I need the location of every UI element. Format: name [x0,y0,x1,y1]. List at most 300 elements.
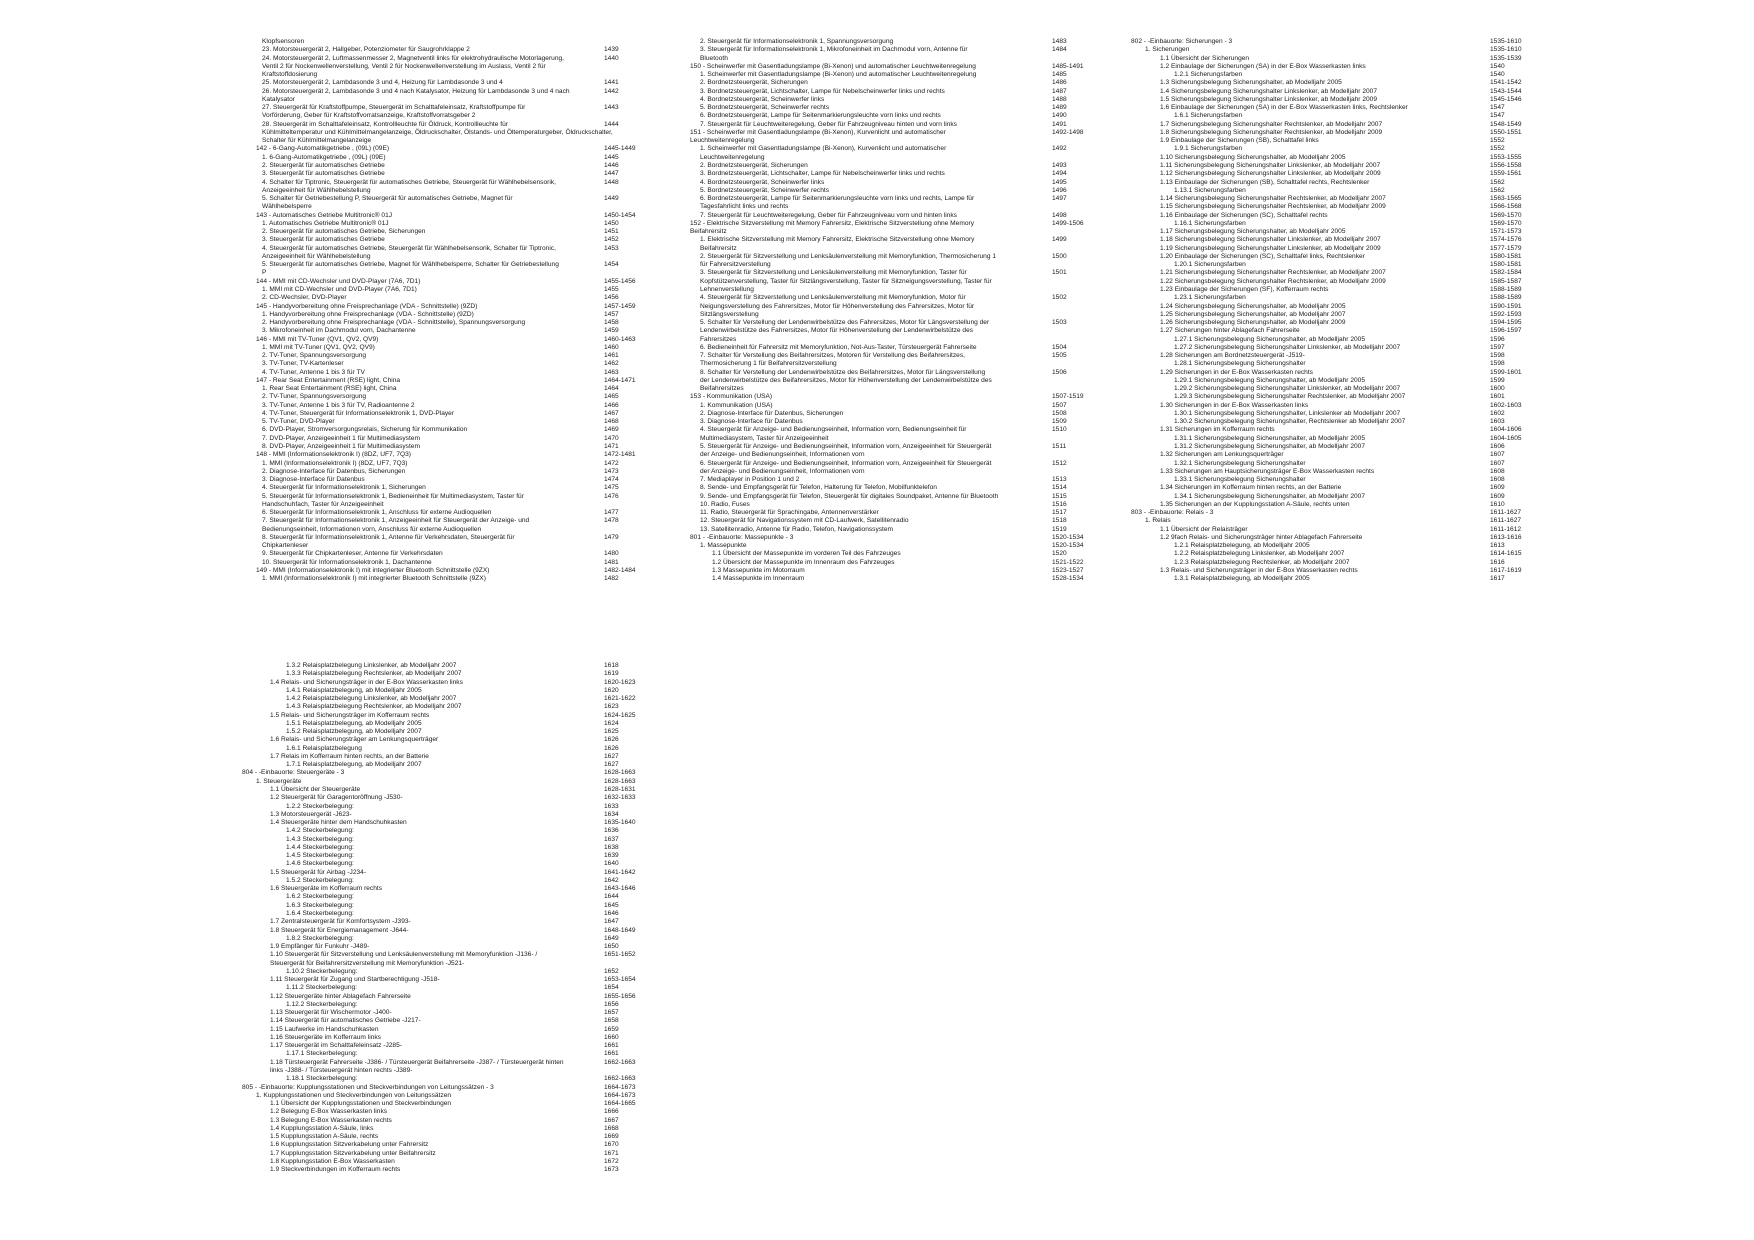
toc-entry-page: 1466 [604,401,619,409]
toc-entry-title: 1.32 Sicherungen am Lenkungsquerträger [1160,451,1284,459]
toc-entry-page: 1499 [1052,236,1067,244]
toc-entry-title: Tagesfahrlicht links und rechts [700,203,789,211]
toc-entry-page: 1651-1652 [604,951,636,959]
toc-entry-title: 1.10.2 Steckerbelegung: [286,967,358,975]
toc-entry-page: 1479 [604,533,619,541]
toc-entry-title: 1.28 Sicherungen am Bordnetzsteuergerät -J519- [1160,352,1305,360]
toc-entry [0,501,1754,509]
toc-entry-title: 1.5 Kupplungsstation A-Säule, rechts [270,1133,379,1141]
toc-entry [0,410,1754,418]
toc-entry-title: 142 - 6-Gang-Automatikgetriebe , (09L) (09E) [256,145,390,153]
toc-entry-page: 1645 [604,901,619,909]
toc-entry-page: 1566-1568 [1490,203,1522,211]
toc-entry-page: 1571-1573 [1490,228,1522,236]
toc-entry-page: 1528-1534 [1052,575,1084,583]
toc-entry-title: 24. Motorsteuergerät 2, Luftmassenmesser 2, Magnetventil links für elektrohydraulische Motorlagerung, [262,54,564,62]
toc-entry-title: 145 - Handyvorbereitung ohne Freisprechanlage (VDA - Schnittstelle) (9ZD) [256,302,478,310]
toc-entry-title: 1.6 Kupplungsstation Sitzverkabelung unter Fahrersitz [270,1141,429,1149]
toc-entry-page: 1459 [604,327,619,335]
toc-entry-page: 1499-1506 [1052,219,1084,227]
toc-entry-page: 1492-1498 [1052,128,1084,136]
toc-entry-page: 1480 [604,550,619,558]
toc-entry-page: 1648-1649 [604,926,636,934]
toc-entry [0,935,1754,943]
toc-entry-title: 1.2 Einbaulage der Sicherungen (SA) in der E-Box Wasserkasten links [1160,62,1366,70]
toc-entry [0,451,1754,459]
toc-entry [0,286,1754,294]
toc-entry-page: 1625 [604,728,619,736]
toc-entry-title: 10. Radio, Fuses [700,500,750,508]
toc-entry-title: 1.5.2 Relaisplatzbelegung, ab Modelljahr 2007 [286,728,422,736]
toc-entry-title: 1.5.1 Relaisplatzbelegung, ab Modelljahr 2005 [286,719,422,727]
toc-entry-page: 1594-1595 [1490,319,1522,327]
toc-entry-title: 1.2.1 Sicherungsfarben [1174,71,1243,79]
toc-entry-title: 7. Steuergerät für Leuchtweiteregelung, Geber für Fahrzeugniveau hinten und vorn links [700,120,957,128]
toc-entry-page: 1613 [1490,542,1505,550]
toc-entry-title: P [262,269,267,277]
toc-entry-title: 1.18 Türsteuergerät Fahrerseite -J386- / Türsteuergerät Beifahrerseite -J387- / Türsteuergerät hinten [270,1058,564,1066]
toc-entry-page: 1624-1625 [604,711,636,719]
toc-entry [0,426,1754,434]
toc-entry-title: 1.28.1 Sicherungsbelegung Sicherungshalter [1174,360,1306,368]
toc-entry-page: 1670 [604,1141,619,1149]
toc-entry-page: 1493 [1052,161,1067,169]
toc-entry-title: Leuchtweitenregelung [700,153,765,161]
toc-entry-title: 1.4.2 Steckerbelegung: [286,827,354,835]
toc-entry [0,402,1754,410]
toc-entry-page: 1580-1581 [1490,261,1522,269]
toc-entry-title: 25. Motorsteuergerät 2, Lambdasonde 3 und 4, Heizung für Lambdasonde 3 und 4 [262,79,503,87]
toc-entry-title: Anzeigeeinheit für Wählhebelstellung [262,252,371,260]
toc-entry-page: 1439 [604,46,619,54]
toc-entry-page: 1563-1565 [1490,195,1522,203]
toc-entry-title: 1.22 Sicherungsbelegung Sicherungshalter Rechtslenker, ab Modelljahr 2009 [1160,277,1386,285]
toc-entry-page: 1482 [604,575,619,583]
toc-entry-page: 1490 [1052,112,1067,120]
toc-entry-page: 1640 [604,860,619,868]
toc-entry [0,220,1754,228]
toc-entry-page: 1639 [604,852,619,860]
toc-entry-title: Lehnenverstellung [700,285,754,293]
toc-entry [0,1034,1754,1042]
toc-entry [0,493,1754,501]
toc-entry-title: 3. Bordnetzsteuergerät, Lichtschalter, Lampe für Nebelscheinwerfer links und rechts [700,170,945,178]
toc-entry [0,476,1754,484]
toc-entry-title: 6. DVD-Player, Stromversorgungsrelais, Sicherung für Kommunikation [262,426,468,434]
toc-entry-title: 1.4.5 Steckerbelegung: [286,852,354,860]
toc-entry [0,393,1754,401]
toc-entry-page: 1535-1539 [1490,54,1522,62]
toc-entry-page: 1662-1663 [604,1058,636,1066]
toc-entry-page: 1518 [1052,517,1067,525]
toc-entry-page: 1626 [604,744,619,752]
toc-entry-title: 1.3.1 Relaisplatzbelegung, ab Modelljahr 2005 [1174,575,1310,583]
toc-entry [0,761,1754,769]
toc-entry-title: 1.12.2 Steckerbelegung: [286,1000,358,1008]
toc-entry-title: 1.29.1 Sicherungsbelegung Sicherungshalter, ab Modelljahr 2005 [1174,376,1365,384]
toc-entry [0,369,1754,377]
toc-entry [0,753,1754,761]
toc-entry-title: 5. Schalter für Verstellung der Lendenwirbelstütze des Fahrersitzes, Motor für Längsverstellung der [700,319,990,327]
toc-entry [0,1084,1754,1092]
toc-entry-title: Kopfstützenverstellung, Taster für Sitzlängsverstellung, Taster für Sitzneigungsverstellung, Taster für [700,277,992,285]
toc-entry-page: 1448 [604,178,619,186]
toc-entry [0,728,1754,736]
toc-entry [0,910,1754,918]
toc-entry-page: 1501 [1052,269,1067,277]
toc-entry-title: Klopfsensoren [262,38,305,45]
toc-entry-title: Kühlmitteltemperatur und Kühlmittelmangelanzeige, Öldruckschalter, Ölstands- und Öltemperaturgeber, Öldruckschalter, [262,128,613,136]
toc-entry-page: 1636 [604,827,619,835]
toc-entry-title: 803 - -Einbauorte: Relais - 3 [1131,509,1214,517]
toc-entry [0,1158,1754,1166]
toc-entry [0,1125,1754,1133]
toc-entry-page: 1616 [1490,558,1505,566]
toc-entry [0,559,1754,567]
toc-entry [0,236,1754,244]
toc-entry [0,670,1754,678]
toc-entry-page: 1620 [604,686,619,694]
toc-entry-title: 8. Schalter für Verstellung der Lendenwirbelstütze des Beifahrersitzes, Motor für Längsverstellung [700,368,986,376]
toc-entry-title: 1.1 Übersicht der Steuergeräte [270,785,361,793]
toc-entry-page: 1668 [604,1124,619,1132]
toc-entry [0,460,1754,468]
toc-entry-title: 143 - Automatisches Getriebe Multitronic® 01J [256,211,393,219]
toc-entry-page: 1606 [1490,443,1505,451]
toc-entry [0,294,1754,302]
toc-entry-title: 7. Steuergerät für Informationselektronik 1, Anzeigeeinheit für Steuergerät der Anzeige- und [262,517,530,525]
toc-entry-title: 1.9.1 Sicherungsfarben [1174,145,1243,153]
toc-entry-page: 1487 [1052,87,1067,95]
toc-entry [0,1150,1754,1158]
toc-entry [0,1166,1754,1174]
toc-entry-page: 1620-1623 [604,678,636,686]
toc-entry [0,55,1754,63]
toc-entry-page: 1661 [604,1042,619,1050]
toc-entry [0,712,1754,720]
toc-entry-page: 1669 [604,1133,619,1141]
toc-entry-page: 1643-1646 [604,885,636,893]
toc-entry-title: 1. Steuergeräte [256,777,302,785]
toc-entry [0,1050,1754,1058]
toc-entry-title: 1.14 Sicherungsbelegung Sicherungshalter Rechtslenker, ab Modelljahr 2007 [1160,195,1386,203]
toc-entry-title: 3. Diagnose-Interface für Datenbus [700,418,803,426]
toc-entry-page: 1650 [604,943,619,951]
toc-entry [0,794,1754,802]
toc-entry-title: 1.27.1 Sicherungsbelegung Sicherungshalter, ab Modelljahr 2005 [1174,335,1365,343]
toc-entry [0,703,1754,711]
toc-entry-title: 6. Bordnetzsteuergerät, Lampe für Seitenmarkierungsleuchte vorn links und rechts, Lampe für [700,195,975,203]
toc-entry [0,1100,1754,1108]
toc-entry-title: Schalter für Kühlmittelmangelanzeige [262,137,372,145]
toc-entry [0,1042,1754,1050]
toc-entry-page: 1664-1673 [604,1083,636,1091]
toc-entry-title: 4. Bordnetzsteuergerät, Scheinwerfer links [700,95,825,103]
toc-entry-page: 1489 [1052,104,1067,112]
toc-entry-page: 1588-1589 [1490,285,1522,293]
toc-entry-title: 1.8 Steuergerät für Energiemanagement -J644- [270,926,409,934]
toc-entry-title: 1.6.1 Sicherungsfarben [1174,112,1243,120]
toc-entry-title: links -J388- / Türsteuergerät hinten rechts -J389- [270,1067,413,1075]
toc-entry [0,245,1754,253]
toc-entry [0,418,1754,426]
toc-entry-page: 1623 [604,703,619,711]
toc-entry-page: 1614-1615 [1490,550,1522,558]
toc-entry [0,819,1754,827]
toc-entry-page: 1508 [1052,409,1067,417]
toc-entry-page: 1599 [1490,376,1505,384]
toc-entry-title: 1.29.2 Sicherungsbelegung Sicherungshalter Linkslenker, ab Modelljahr 2007 [1174,385,1401,393]
toc-entry-title: 1.2.2 Steckerbelegung: [286,802,354,810]
toc-entry [0,377,1754,385]
toc-entry-title: 1.7 Zentralsteuergerät für Komfortsystem -J393- [270,918,411,926]
toc-entry-page: 1585-1587 [1490,277,1522,285]
toc-entry-title: Beifahrersitzes [700,385,744,393]
toc-entry-page: 1458 [604,319,619,327]
toc-entry [0,509,1754,517]
toc-entry-title: 1.4 Massepunkte im Innenraum [712,575,805,583]
toc-entry-title: Neigungsverstellung des Fahrersitzes, Motor für Höhenverstellung des Fahrersitzes, Motor für [700,302,975,310]
toc-entry-page: 1455 [604,285,619,293]
toc-entry-title: 5. Steuergerät für automatisches Getriebe, Magnet für Wählhebelsperre, Schalter für Getriebestellung [262,261,559,269]
toc-entry-title: 1.4 Kupplungsstation A-Säule, links [270,1124,374,1132]
toc-entry-page: 1611-1627 [1490,517,1522,525]
toc-entry [0,893,1754,901]
toc-entry [0,385,1754,393]
toc-entry-title: 1. MMI (Informationselektronik I) mit integrierter Bluetooth Schnittstelle (9ZX) [262,575,486,583]
toc-entry-page: 1485-1491 [1052,62,1084,70]
toc-entry-page: 1453 [604,244,619,252]
toc-entry-title: 2. Diagnose-Interface für Datenbus, Sicherungen [262,467,406,475]
toc-entry-title: Anzeigeeinheit für Wählhebelstellung [262,186,371,194]
toc-entry-page: 1657 [604,1009,619,1017]
toc-entry-title: 1.9 Empfänger für Funkuhr -J489- [270,943,370,951]
toc-entry-page: 1454 [604,261,619,269]
toc-entry-title: 144 - MMI mit CD-Wechsler und DVD-Player (7A6, 7D1) [256,277,421,285]
toc-entry-page: 1635-1640 [604,819,636,827]
toc-entry-title: Bedienungseinheit, Informationen vorn, Anschluss für externe Audioquellen [262,525,482,533]
toc-entry-title: 1.7 Sicherungsbelegung Sicherungshalter Rechtslenker, ab Modelljahr 2007 [1160,120,1383,128]
toc-entry [0,195,1754,203]
toc-entry-title: 1.30.2 Sicherungsbelegung Sicherungshalter, Rechtslenker ab Modelljahr 2007 [1174,418,1406,426]
toc-entry-title: 1.6.1 Relaisplatzbelegung [286,744,362,752]
toc-entry-page: 1450 [604,219,619,227]
toc-entry-title: Lendenwirbelstütze des Fahrersitzes, Motor für Höhenverstellung der Lendenwirbelstütze des [700,327,974,335]
toc-entry-title: 5. TV-Tuner, DVD-Player [262,418,335,426]
toc-entry-page: 1559-1561 [1490,170,1522,178]
toc-entry-page: 1514 [1052,484,1067,492]
toc-entry-page: 1500 [1052,252,1067,260]
toc-entry-title: 146 - MMI mit TV-Tuner (QV1, QV2, QV9) [256,335,379,343]
toc-entry-title: 1.11.2 Steckerbelegung: [286,984,357,992]
toc-entry-title: 1.8.2 Steckerbelegung: [286,934,354,942]
toc-entry-title: 1. Sicherungen [1145,46,1190,54]
toc-entry [0,778,1754,786]
toc-entry-title: 1. Automatisches Getriebe Multitronic® 01J [262,219,389,227]
toc-entry-title: 5. Steuergerät für Informationselektronik 1, Bedieneinheit für Multimediasystem, Taster für [262,492,524,500]
toc-entry-title: 4. Steuergerät für Informationselektronik 1, Sicherungen [262,484,426,492]
toc-entry [0,112,1754,120]
toc-entry-title: Steuergerät für Beifahrersitzverstellung mit Memoryfunktion -J521- [270,959,465,967]
toc-entry [0,836,1754,844]
toc-entry-page: 1547 [1490,112,1505,120]
toc-entry [0,360,1754,368]
toc-entry-page: 1516 [1052,500,1067,508]
toc-entry [0,129,1754,137]
toc-entry-page: 1671 [604,1149,619,1157]
toc-entry-page: 1513 [1052,476,1067,484]
toc-entry-title: 1.1 Übersicht der Massepunkte im vorderen Teil des Fahrzeuges [712,550,901,558]
toc-entry-page: 1649 [604,934,619,942]
toc-entry-title: 1. Kommunikation (USA) [700,401,773,409]
toc-entry-page: 1656 [604,1000,619,1008]
toc-entry-title: 804 - -Einbauorte: Steuergeräte - 3 [242,769,345,777]
toc-entry-title: 1.16.1 Sicherungsfarben [1174,219,1246,227]
toc-entry [0,687,1754,695]
toc-entry-page: 1444 [604,120,619,128]
toc-entry [0,79,1754,87]
toc-entry-page: 1510 [1052,426,1067,434]
toc-entry-page: 1506 [1052,368,1067,376]
toc-entry-title: 26. Motorsteuergerät 2, Lambdasonde 3 und 4 nach Katalysator, Heizung für Lambdasonde 3 und 4 nach [262,87,570,95]
toc-entry-title: 1.2 9fach Relais- und Sicherungsträger hinter Ablagefach Fahrerseite [1160,533,1363,541]
toc-entry-page: 1484 [1052,46,1067,54]
toc-entry-title: Chipkartenleser [262,542,309,550]
toc-entry-title: 1.1 Übersicht der Relaisträger [1160,525,1248,533]
toc-entry-title: 1.10 Steuergerät für Sitzverstellung und Lenksäulenverstellung mit Memoryfunktion -J136- / [270,951,538,959]
toc-entry-page: 1541-1542 [1490,79,1522,87]
toc-entry [0,468,1754,476]
toc-entry [0,526,1754,534]
toc-entry [0,104,1754,112]
toc-entry-page: 1471 [604,443,619,451]
toc-entry-page: 1664-1673 [604,1091,636,1099]
toc-entry [0,319,1754,327]
toc-entry-page: 1664-1665 [604,1100,636,1108]
toc-entry-title: 6. Steuergerät für Informationselektronik 1, Anschluss für externe Audioquellen [262,509,492,517]
toc-entry-page: 1666 [604,1108,619,1116]
toc-entry [0,121,1754,129]
toc-entry-title: 4. TV-Tuner, Steuergerät für Informationselektronik 1, DVD-Player [262,409,455,417]
toc-entry-title: 1.6 Steuergeräte im Kofferraum rechts [270,885,383,893]
toc-entry-title: 2. Steuergerät für automatisches Getriebe, Sicherungen [262,228,426,236]
toc-entry [0,960,1754,968]
toc-entry-title: Thermosicherung 1 für Beifahrersitzverstellung [700,360,837,368]
toc-entry-title: 13. Satellitenradio, Antenne für Radio, Telefon, Navigationssystem [700,525,894,533]
toc-entry-page: 1627 [604,752,619,760]
toc-entry-title: 2. Diagnose-Interface für Datenbus, Sicherungen [700,409,844,417]
toc-entry [0,1017,1754,1025]
toc-entry-page: 1627 [604,761,619,769]
toc-entry-title: 1.4.3 Steckerbelegung: [286,835,354,843]
toc-entry [0,869,1754,877]
toc-entry [0,1092,1754,1100]
toc-entry-title: 1.19 Sicherungsbelegung Sicherungshalter Linkslenker, ab Modelljahr 2009 [1160,244,1381,252]
toc-entry-title: 1.4 Steuergeräte hinter dem Handschuhkasten [270,819,407,827]
toc-entry-title: 2. TV-Tuner, Spannungsversorgung [262,352,367,360]
toc-entry-page: 1617 [1490,575,1505,583]
toc-entry-page: 1502 [1052,294,1067,302]
toc-entry-title: 3. TV-Tuner, TV-Kartenleser [262,360,344,368]
toc-entry-page: 1465 [604,393,619,401]
toc-entry-title: 1.11 Steuergerät für Zugang und Startberechtigung -J518- [270,976,440,984]
toc-entry-title: 6. Bordnetzsteuergerät, Lampe für Seitenmarkierungsleuchte vorn links und rechts [700,112,941,120]
toc-entry-page: 1660 [604,1033,619,1041]
toc-entry-title: 3. Steuergerät für Sitzverstellung und Lenksäulenverstellung mit Memoryfunktion, Taster für [700,269,967,277]
toc-entry [0,261,1754,269]
toc-entry-page: 1540 [1490,71,1505,79]
toc-entry-title: 7. Mediaplayer in Position 1 und 2 [700,476,800,484]
toc-entry-page: 1621-1622 [604,695,636,703]
toc-entry-page: 1647 [604,918,619,926]
toc-entry [0,927,1754,935]
toc-entry-page: 1619 [604,670,619,678]
toc-entry-title: 2. Bordnetzsteuergerät, Sicherungen [700,79,808,87]
toc-entry-title: 802 - -Einbauorte: Sicherungen - 3 [1131,38,1233,45]
toc-entry-page: 1654 [604,984,619,992]
toc-entry-title: 4. Steuergerät für automatisches Getriebe, Steuergerät für Wählhebelsensorik, Schalter für Tiptronic, [262,244,556,252]
toc-entry-page: 1519 [1052,525,1067,533]
toc-entry-title: Multimediasystem, Taster für Anzeigeeinheit [700,434,829,442]
toc-entry-title: 147 - Rear Seat Entertainment (RSE) light, China [256,376,401,384]
toc-entry-page: 1492 [1052,145,1067,153]
toc-entry-title: 1.4.6 Steckerbelegung: [286,860,354,868]
toc-entry-page: 1455-1456 [604,277,636,285]
toc-entry [0,170,1754,178]
toc-entry-title: 2. TV-Tuner, Spannungsversorgung [262,393,367,401]
toc-entry-title: 1.15 Sicherungsbelegung Sicherungshalter Rechtslenker, ab Modelljahr 2009 [1160,203,1386,211]
toc-entry-page: 1445 [604,153,619,161]
toc-entry [0,484,1754,492]
toc-entry-title: Kraftstoffdosierung [262,71,318,79]
toc-entry-page: 1505 [1052,352,1067,360]
toc-entry [0,212,1754,220]
toc-entry-page: 1494 [1052,170,1067,178]
toc-entry-page: 1598 [1490,352,1505,360]
toc-entry-title: 12. Steuergerät für Navigationssystem mit CD-Laufwerk, Satellitenradio [700,517,909,525]
toc-entry [0,679,1754,687]
toc-entry-page: 1608 [1490,467,1505,475]
toc-entry-title: 1.2 Belegung E-Box Wasserkasten links [270,1108,388,1116]
toc-entry-title: 801 - -Einbauorte: Massepunkte - 3 [690,533,794,541]
toc-entry-page: 1607 [1490,459,1505,467]
toc-entry-title: 1.5 Sicherungsbelegung Sicherungshalter Linkslenker, ab Modelljahr 2009 [1160,95,1378,103]
toc-entry-title: 151 - Scheinwerfer mit Gasentladungslampe (Bi-Xenon), Kurvenlicht und automatischer [690,128,946,136]
toc-entry-title: Bluetooth [700,54,728,62]
toc-entry-title: Handschuhfach, Taster für Anzeigeeinheit [262,500,384,508]
toc-entry-page: 1673 [604,1166,619,1174]
toc-entry-page: 1662-1663 [604,1075,636,1083]
toc-entry [0,344,1754,352]
toc-entry-page: 1475 [604,484,619,492]
toc-entry-page: 1603 [1490,418,1505,426]
toc-entry-title: 1. Rear Seat Entertainment (RSE) light, China [262,385,397,393]
toc-entry-page: 1638 [604,843,619,851]
toc-entry-title: der Anzeige- und Bedienungseinheit, Informationen vorn [700,467,865,475]
toc-entry-title: 1.2 Übersicht der Massepunkte im Innenraum des Fahrzeuges [712,558,895,566]
toc-entry-title: 1.7 Kupplungsstation Sitzverkabelung unter Beifahrersitz [270,1149,436,1157]
toc-entry [0,695,1754,703]
toc-entry-page: 1503 [1052,319,1067,327]
toc-entry [0,860,1754,868]
toc-entry-page: 1607 [1490,451,1505,459]
toc-entry [0,179,1754,187]
toc-entry-page: 1633 [604,802,619,810]
toc-entry [0,827,1754,835]
toc-entry-page: 1569-1570 [1490,219,1522,227]
toc-entry-title: 1.30 Sicherungen in der E-Box Wasserkasten links [1160,401,1309,409]
toc-entry [0,203,1754,211]
